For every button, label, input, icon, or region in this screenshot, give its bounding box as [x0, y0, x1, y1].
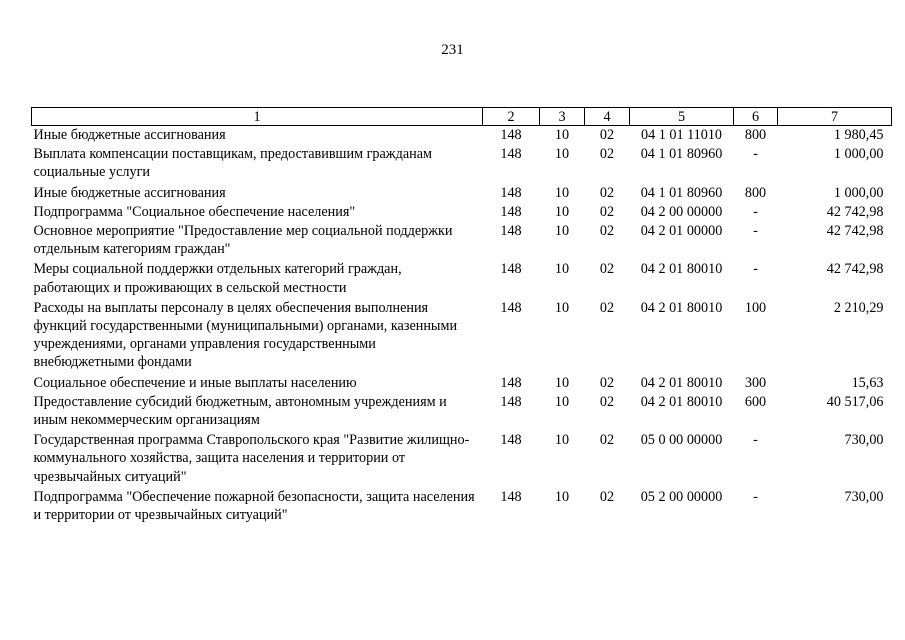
row-code-2: 148 — [500, 223, 522, 240]
row-code-3: 10 — [554, 299, 570, 316]
row-name: Предоставление субсидий бюджетным, автономным учреждениям и иным некоммерческим организациям — [33, 393, 447, 429]
row-name: Государственная программа Ставропольского края "Развитие жилищно-коммунального хозяйства, защита населения и территории от чрезвычайных ситуаций" — [33, 432, 470, 485]
row-amount: 15,63 — [851, 374, 884, 391]
row-code-4: 02 — [599, 203, 615, 220]
row-amount: 730,00 — [844, 432, 884, 449]
table-row — [32, 299, 892, 374]
row-code-4: 02 — [599, 299, 615, 316]
column-header-3: 3 — [540, 108, 585, 126]
row-code-5: 04 1 01 80960 — [640, 184, 723, 201]
row-amount: 730,00 — [844, 488, 884, 505]
row-code-3: 10 — [554, 184, 570, 201]
row-amount: 42 742,98 — [826, 203, 884, 220]
table-row — [32, 184, 892, 203]
row-code-2: 148 — [500, 374, 522, 391]
row-code-6: - — [753, 432, 758, 449]
row-code-3: 10 — [554, 127, 570, 143]
row-code-2: 148 — [500, 127, 522, 143]
row-code-6: 300 — [744, 374, 767, 391]
table-row — [32, 374, 892, 393]
table-row — [32, 203, 892, 222]
row-code-3: 10 — [554, 261, 570, 278]
row-name: Иные бюджетные ассигнования — [33, 127, 226, 143]
row-amount: 42 742,98 — [826, 261, 884, 278]
row-name: Основное мероприятие "Предоставление мер социальной поддержки отдельным категориям граждан" — [33, 223, 453, 258]
row-amount: 42 742,98 — [826, 223, 884, 240]
row-code-6: - — [753, 203, 758, 220]
row-name: Подпрограмма "Социальное обеспечение населения" — [33, 203, 356, 220]
row-code-4: 02 — [599, 393, 615, 410]
column-header-5: 5 — [630, 108, 734, 126]
row-code-4: 02 — [599, 432, 615, 449]
table-row — [32, 126, 892, 146]
row-name: Выплата компенсации поставщикам, предоставившим гражданам социальные услуги — [33, 146, 432, 181]
row-code-4: 02 — [599, 261, 615, 278]
row-code-6: - — [753, 488, 758, 505]
row-code-2: 148 — [500, 203, 522, 220]
table-row — [32, 431, 892, 488]
row-code-4: 02 — [599, 488, 615, 505]
column-header-7: 7 — [778, 108, 892, 126]
row-name: Меры социальной поддержки отдельных категорий граждан, работающих и проживающих в сельской местности — [33, 261, 402, 296]
column-header-6: 6 — [734, 108, 778, 126]
row-code-2: 148 — [500, 184, 522, 201]
row-code-6: 100 — [744, 299, 767, 316]
row-amount: 2 210,29 — [833, 299, 884, 316]
table-row — [32, 488, 892, 525]
row-code-2: 148 — [500, 261, 522, 278]
row-code-4: 02 — [599, 223, 615, 240]
row-code-3: 10 — [554, 393, 570, 410]
column-header-2: 2 — [483, 108, 540, 126]
table-row — [32, 260, 892, 298]
row-code-2: 148 — [500, 432, 522, 449]
row-code-2: 148 — [500, 146, 522, 163]
row-code-4: 02 — [599, 374, 615, 391]
row-name: Расходы на выплаты персоналу в целях обеспечения выполнения функций государственными (муниципальными) органами, казенными учреждениями, органами управления государственными внебюджетными фондами — [33, 299, 458, 371]
row-code-2: 148 — [500, 393, 522, 410]
row-code-5: 04 2 01 80010 — [640, 261, 723, 278]
row-code-2: 148 — [500, 299, 522, 316]
budget-table — [31, 107, 892, 525]
table-row — [32, 393, 892, 431]
row-name: Иные бюджетные ассигнования — [33, 184, 226, 201]
row-code-3: 10 — [554, 223, 570, 240]
row-code-5: 04 2 00 00000 — [640, 203, 723, 220]
row-code-5: 05 2 00 00000 — [640, 488, 723, 505]
row-code-3: 10 — [554, 488, 570, 505]
row-code-5: 04 1 01 80960 — [640, 146, 723, 163]
table-row — [32, 222, 892, 260]
row-code-5: 04 2 01 00000 — [640, 223, 723, 240]
row-code-4: 02 — [599, 146, 615, 163]
row-code-3: 10 — [554, 146, 570, 163]
row-amount: 40 517,06 — [826, 393, 884, 410]
table-row — [32, 145, 892, 183]
row-code-3: 10 — [554, 203, 570, 220]
row-code-5: 04 2 01 80010 — [640, 299, 723, 316]
row-name: Социальное обеспечение и иные выплаты населению — [33, 374, 357, 391]
row-code-6: 800 — [744, 184, 767, 201]
row-code-3: 10 — [554, 432, 570, 449]
page-number: 231 — [441, 42, 464, 58]
row-code-2: 148 — [500, 488, 522, 505]
row-code-5: 04 2 01 80010 — [640, 393, 723, 410]
row-code-6: 600 — [744, 393, 767, 410]
row-code-6: 800 — [744, 127, 767, 143]
row-code-6: - — [753, 261, 758, 278]
row-code-5: 05 0 00 00000 — [640, 432, 723, 449]
row-code-5: 04 1 01 11010 — [640, 127, 723, 143]
column-header-4: 4 — [585, 108, 630, 126]
row-code-4: 02 — [599, 184, 615, 201]
table-header-row — [32, 108, 892, 126]
column-header-1: 1 — [32, 108, 483, 126]
row-name: Подпрограмма "Обеспечение пожарной безопасности, защита населения и территории от чрезвычайных ситуаций" — [33, 488, 475, 524]
row-amount: 1 980,45 — [833, 127, 884, 143]
row-code-6: - — [753, 146, 758, 163]
row-amount: 1 000,00 — [833, 184, 884, 201]
row-code-4: 02 — [599, 127, 615, 143]
row-amount: 1 000,00 — [833, 146, 884, 163]
row-code-5: 04 2 01 80010 — [640, 374, 723, 391]
row-code-3: 10 — [554, 374, 570, 391]
row-code-6: - — [753, 223, 758, 240]
